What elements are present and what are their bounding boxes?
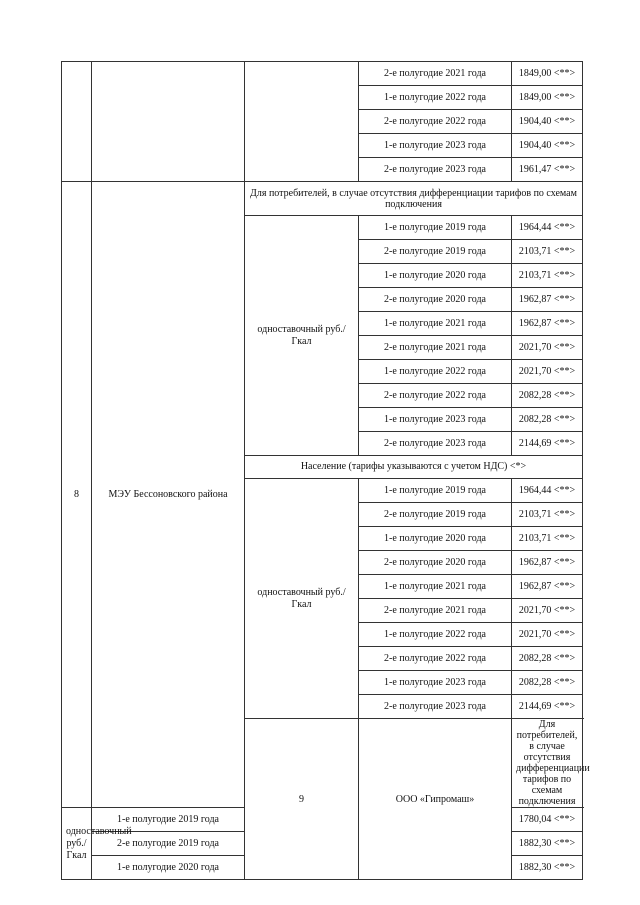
- period-cell: 1-е полугодие 2020 года: [92, 856, 245, 880]
- period-cell: 2-е полугодие 2021 года: [359, 62, 512, 86]
- period-cell: 2-е полугодие 2022 года: [359, 647, 512, 671]
- org-number-cell: 9: [245, 719, 359, 880]
- period-cell: 2-е полугодие 2023 года: [359, 432, 512, 456]
- value-cell: 1904,40 <**>: [512, 110, 583, 134]
- value-cell: 2021,70 <**>: [512, 623, 583, 647]
- period-cell: 2-е полугодие 2023 года: [359, 695, 512, 719]
- value-cell: 2144,69 <**>: [512, 695, 583, 719]
- value-cell: 2021,70 <**>: [512, 336, 583, 360]
- period-cell: 1-е полугодие 2023 года: [359, 134, 512, 158]
- period-cell: 1-е полугодие 2021 года: [359, 312, 512, 336]
- value-cell: 2082,28 <**>: [512, 384, 583, 408]
- value-cell: 1882,30 <**>: [512, 832, 583, 856]
- period-cell: 2-е полугодие 2021 года: [359, 336, 512, 360]
- value-cell: 2103,71 <**>: [512, 264, 583, 288]
- org-number-cell: 8: [62, 182, 92, 808]
- period-cell: 2-е полугодие 2022 года: [359, 110, 512, 134]
- value-cell: 1964,44 <**>: [512, 216, 583, 240]
- period-cell: 1-е полугодие 2021 года: [359, 575, 512, 599]
- period-cell: 1-е полугодие 2022 года: [359, 360, 512, 384]
- period-cell: 2-е полугодие 2021 года: [359, 599, 512, 623]
- value-cell: 1849,00 <**>: [512, 86, 583, 110]
- value-cell: 1961,47 <**>: [512, 158, 583, 182]
- tariff-kind-cell: [245, 62, 359, 182]
- period-cell: 1-е полугодие 2022 года: [359, 623, 512, 647]
- period-cell: 2-е полугодие 2020 года: [359, 288, 512, 312]
- period-cell: 2-е полугодие 2023 года: [359, 158, 512, 182]
- value-cell: 2082,28 <**>: [512, 647, 583, 671]
- period-cell: 1-е полугодие 2019 года: [359, 216, 512, 240]
- tariff-kind-cell: одноставочный руб./Гкал: [62, 808, 92, 880]
- value-cell: 1962,87 <**>: [512, 312, 583, 336]
- period-cell: 1-е полугодие 2020 года: [359, 264, 512, 288]
- period-cell: 1-е полугодие 2022 года: [359, 86, 512, 110]
- value-cell: 1962,87 <**>: [512, 288, 583, 312]
- period-cell: 1-е полугодие 2023 года: [359, 671, 512, 695]
- period-cell: 1-е полугодие 2019 года: [92, 808, 245, 832]
- value-cell: 1780,04 <**>: [512, 808, 583, 832]
- tariff-kind-cell: одноставочный руб./Гкал: [245, 479, 359, 719]
- value-cell: 1962,87 <**>: [512, 575, 583, 599]
- value-cell: 1882,30 <**>: [512, 856, 583, 880]
- period-cell: 2-е полугодие 2020 года: [359, 551, 512, 575]
- org-name-cell: ООО «Гипромаш»: [359, 719, 512, 880]
- org-number-cell: [62, 62, 92, 182]
- org-name-cell: МЭУ Бессоновского района: [92, 182, 245, 808]
- tariff-table-page: [61, 61, 590, 880]
- value-cell: 2021,70 <**>: [512, 599, 583, 623]
- period-cell: 2-е полугодие 2019 года: [359, 240, 512, 264]
- group-header-cell: Для потребителей, в случае отсутствия дифференциации тарифов по схемам подключения: [512, 719, 583, 808]
- period-cell: 2-е полугодие 2019 года: [359, 503, 512, 527]
- table-row: [62, 182, 583, 216]
- tariff-table: [61, 61, 590, 880]
- period-cell: 1-е полугодие 2023 года: [359, 408, 512, 432]
- value-cell: 2082,28 <**>: [512, 408, 583, 432]
- tariff-kind-cell: одноставочный руб./Гкал: [245, 216, 359, 456]
- value-cell: 2082,28 <**>: [512, 671, 583, 695]
- period-cell: 2-е полугодие 2022 года: [359, 384, 512, 408]
- period-cell: 2-е полугодие 2019 года: [92, 832, 245, 856]
- value-cell: 2103,71 <**>: [512, 527, 583, 551]
- value-cell: 2103,71 <**>: [512, 240, 583, 264]
- value-cell: 2144,69 <**>: [512, 432, 583, 456]
- value-cell: 2021,70 <**>: [512, 360, 583, 384]
- table-row: [62, 62, 583, 86]
- period-cell: 1-е полугодие 2020 года: [359, 527, 512, 551]
- value-cell: 1904,40 <**>: [512, 134, 583, 158]
- value-cell: 1849,00 <**>: [512, 62, 583, 86]
- value-cell: 1962,87 <**>: [512, 551, 583, 575]
- org-name-cell: [92, 62, 245, 182]
- group-header-cell: Для потребителей, в случае отсутствия дифференциации тарифов по схемам подключения: [245, 182, 583, 216]
- value-cell: 2103,71 <**>: [512, 503, 583, 527]
- group-header-cell: Население (тарифы указываются с учетом НДС) <*>: [245, 456, 583, 479]
- value-cell: 1964,44 <**>: [512, 479, 583, 503]
- period-cell: 1-е полугодие 2019 года: [359, 479, 512, 503]
